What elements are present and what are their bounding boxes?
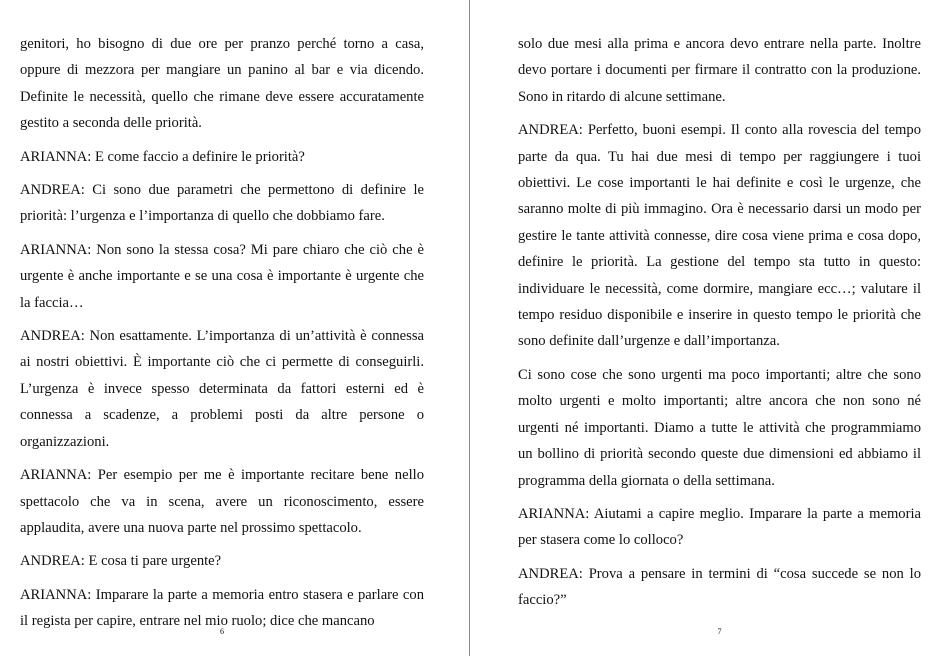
paragraph: ARIANNA: Non sono la stessa cosa? Mi pare chiaro che ciò che è urgente è anche importante e se una cosa è importante è urgente che la faccia… [20, 241, 424, 311]
paragraph: ANDREA: Perfetto, buoni esempi. Il conto alla rovescia del tempo parte da qua. Tu hai due mesi di tempo per raggiungere i tuoi obiettivi. Le cose importanti le hai definite e così le urgenze, che saranno molte di più immagino. Ora è necessario darsi un modo per gestire le tante attività connesse, dire cosa viene prima e cosa dopo, definire le priorità. La gestione del tempo sta tutto in questo: individuare le necessità, come dormire, mangiare ecc…; valutare il tempo residuo disponibile e inserire in questo tempo le priorità che sono definite dall’urgenze e dall’importanza. [518, 122, 921, 350]
paragraph: ARIANNA: Aiutami a capire meglio. Imparare la parte a memoria per stasera come lo colloco? [518, 505, 921, 549]
paragraph: ARIANNA: Imparare la parte a memoria entro stasera e parlare con il regista per capire, entrare nel mio ruolo; dice che mancano [20, 586, 424, 630]
paragraph: Ci sono cose che sono urgenti ma poco importanti; altre che sono molto urgenti e molto importanti; altre ancora che non sono né urgenti né importanti. Diamo a tutte le attività che programmiamo un bollino di priorità secondo queste due dimensioni ed abbiamo il programma della giornata o della settimana. [518, 366, 921, 489]
paragraph: ANDREA: Non esattamente. L’importanza di un’attività è connessa ai nostri obiettivi. È importante ciò che ci permette di conseguirli. L’urgenza è invece spesso determinata da fattori esterni ed è connessa a scadenze, a problemi posti da altre persone o organizzazioni. [20, 328, 424, 450]
page-number: 7 [717, 627, 722, 636]
paragraph: ANDREA: Ci sono due parametri che permettono di definire le priorità: l’urgenza e l’importanza di quello che dobbiamo fare. [20, 182, 424, 225]
paragraph: ARIANNA: E come faccio a definire le priorità? [20, 148, 305, 165]
paragraph: solo due mesi alla prima e ancora devo entrare nella parte. Inoltre devo portare i documenti per firmare il contratto con la produzione. Sono in ritardo di alcune settimane. [518, 36, 921, 105]
paragraph: genitori, ho bisogno di due ore per pranzo perché torno a casa, oppure di mezzora per mangiare un panino al bar e via dicendo. Definite le necessità, quello che rimane deve essere accuratamente gestito a seconda delle priorità. [20, 36, 424, 132]
left-page [0, 0, 469, 656]
paragraph: ANDREA: Prova a pensare in termini di “cosa succede se non lo faccio?” [518, 565, 921, 609]
right-page [470, 0, 945, 656]
paragraph: ARIANNA: Per esempio per me è importante recitare bene nello spettacolo che va in scena, avere un riconoscimento, essere applaudita, avere una nuova parte nel prossimo spettacolo. [20, 467, 424, 536]
paragraph: ANDREA: E cosa ti pare urgente? [20, 553, 222, 570]
page-number: 6 [220, 627, 224, 636]
